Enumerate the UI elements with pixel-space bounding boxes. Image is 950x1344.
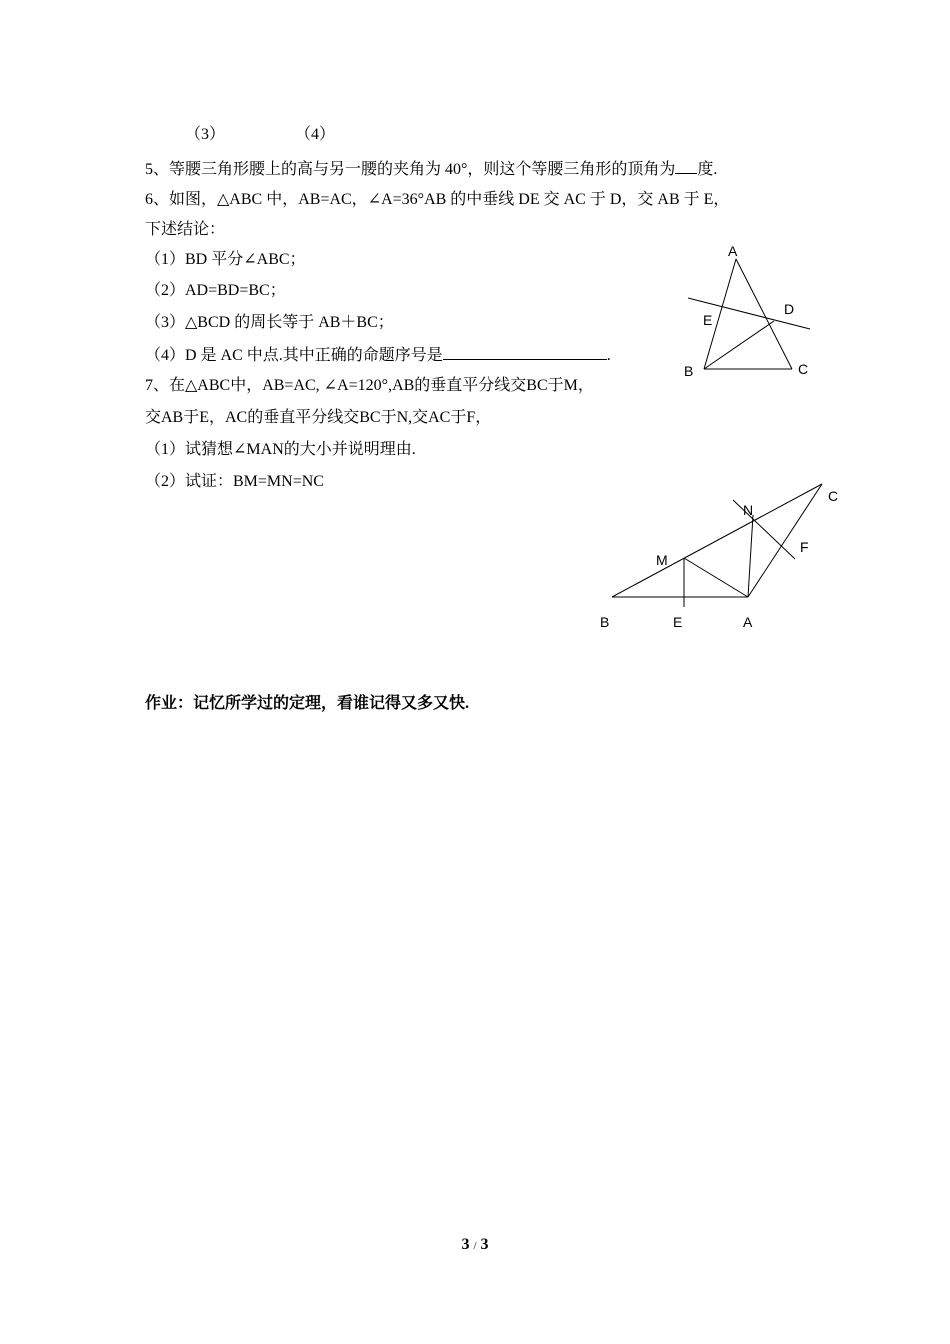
subfig-label-4: （4） <box>295 126 336 143</box>
question-5-suffix: 度. <box>697 161 718 178</box>
label-point-e: E <box>703 312 713 328</box>
segment-ac <box>748 484 822 597</box>
label-point-d: D <box>784 301 795 317</box>
page-number <box>0 1236 950 1254</box>
question-7-item-2: （2）试证：BM=MN=NC <box>145 473 324 490</box>
label-point-n: N <box>743 502 754 518</box>
segment-bc <box>612 484 822 597</box>
question-6-item-1: （1）BD 平分∠ABC； <box>145 251 306 268</box>
homework-note: 作业：记忆所学过的定理，看谁记得又多又快. <box>145 695 470 712</box>
segment-bd <box>704 321 774 369</box>
label-point-c: C <box>828 488 839 504</box>
subfig-label-3: （3） <box>185 126 226 143</box>
question-7-line-2: 交AB于E，AC的垂直平分线交BC于N,交AC于F， <box>145 409 492 426</box>
question-6-item-4 <box>145 344 611 366</box>
question-6-line-1: 6、如图，△ABC 中，AB=AC，∠A=36°AB 的中垂线 DE 交 AC 于 D，交 AB 于 E， <box>145 191 730 208</box>
label-point-a: A <box>743 614 753 630</box>
segment-ma <box>684 558 748 597</box>
label-point-c: C <box>798 361 809 377</box>
page-separator: / <box>473 1240 477 1252</box>
question-5-prefix: 5、等腰三角形腰上的高与另一腰的夹角为 40°，则这个等腰三角形的顶角为 <box>145 161 676 178</box>
label-point-b: B <box>600 614 610 630</box>
page-current: 3 <box>461 1236 470 1253</box>
label-point-f: F <box>800 539 809 555</box>
question-6-answer-blank <box>443 344 607 360</box>
question-6-item-2: （2）AD=BD=BC； <box>145 282 286 299</box>
question-7-line-1: 7、在△ABC中，AB=AC, ∠A=120°,AB的垂直平分线交BC于M， <box>145 377 594 394</box>
segment-na <box>748 515 753 597</box>
label-point-m: M <box>656 552 668 568</box>
question-6-item-3: （3）△BCD 的周长等于 AB＋BC； <box>145 314 394 331</box>
question-7-figure <box>590 470 850 640</box>
question-5 <box>145 158 717 180</box>
question-7-item-1: （1）试猜想∠MAN的大小并说明理由. <box>145 441 416 458</box>
label-point-a: A <box>728 243 738 259</box>
page-total: 3 <box>480 1236 489 1253</box>
label-point-e: E <box>673 614 683 630</box>
question-6-item-4-text: （4）D 是 AC 中点.其中正确的命题序号是 <box>145 347 443 364</box>
question-6-line-2: 下述结论： <box>145 221 226 238</box>
question-5-blank <box>675 158 697 174</box>
question-6-item-4-end: . <box>606 347 611 364</box>
label-point-b: B <box>684 363 694 379</box>
question-6-figure <box>680 235 820 385</box>
